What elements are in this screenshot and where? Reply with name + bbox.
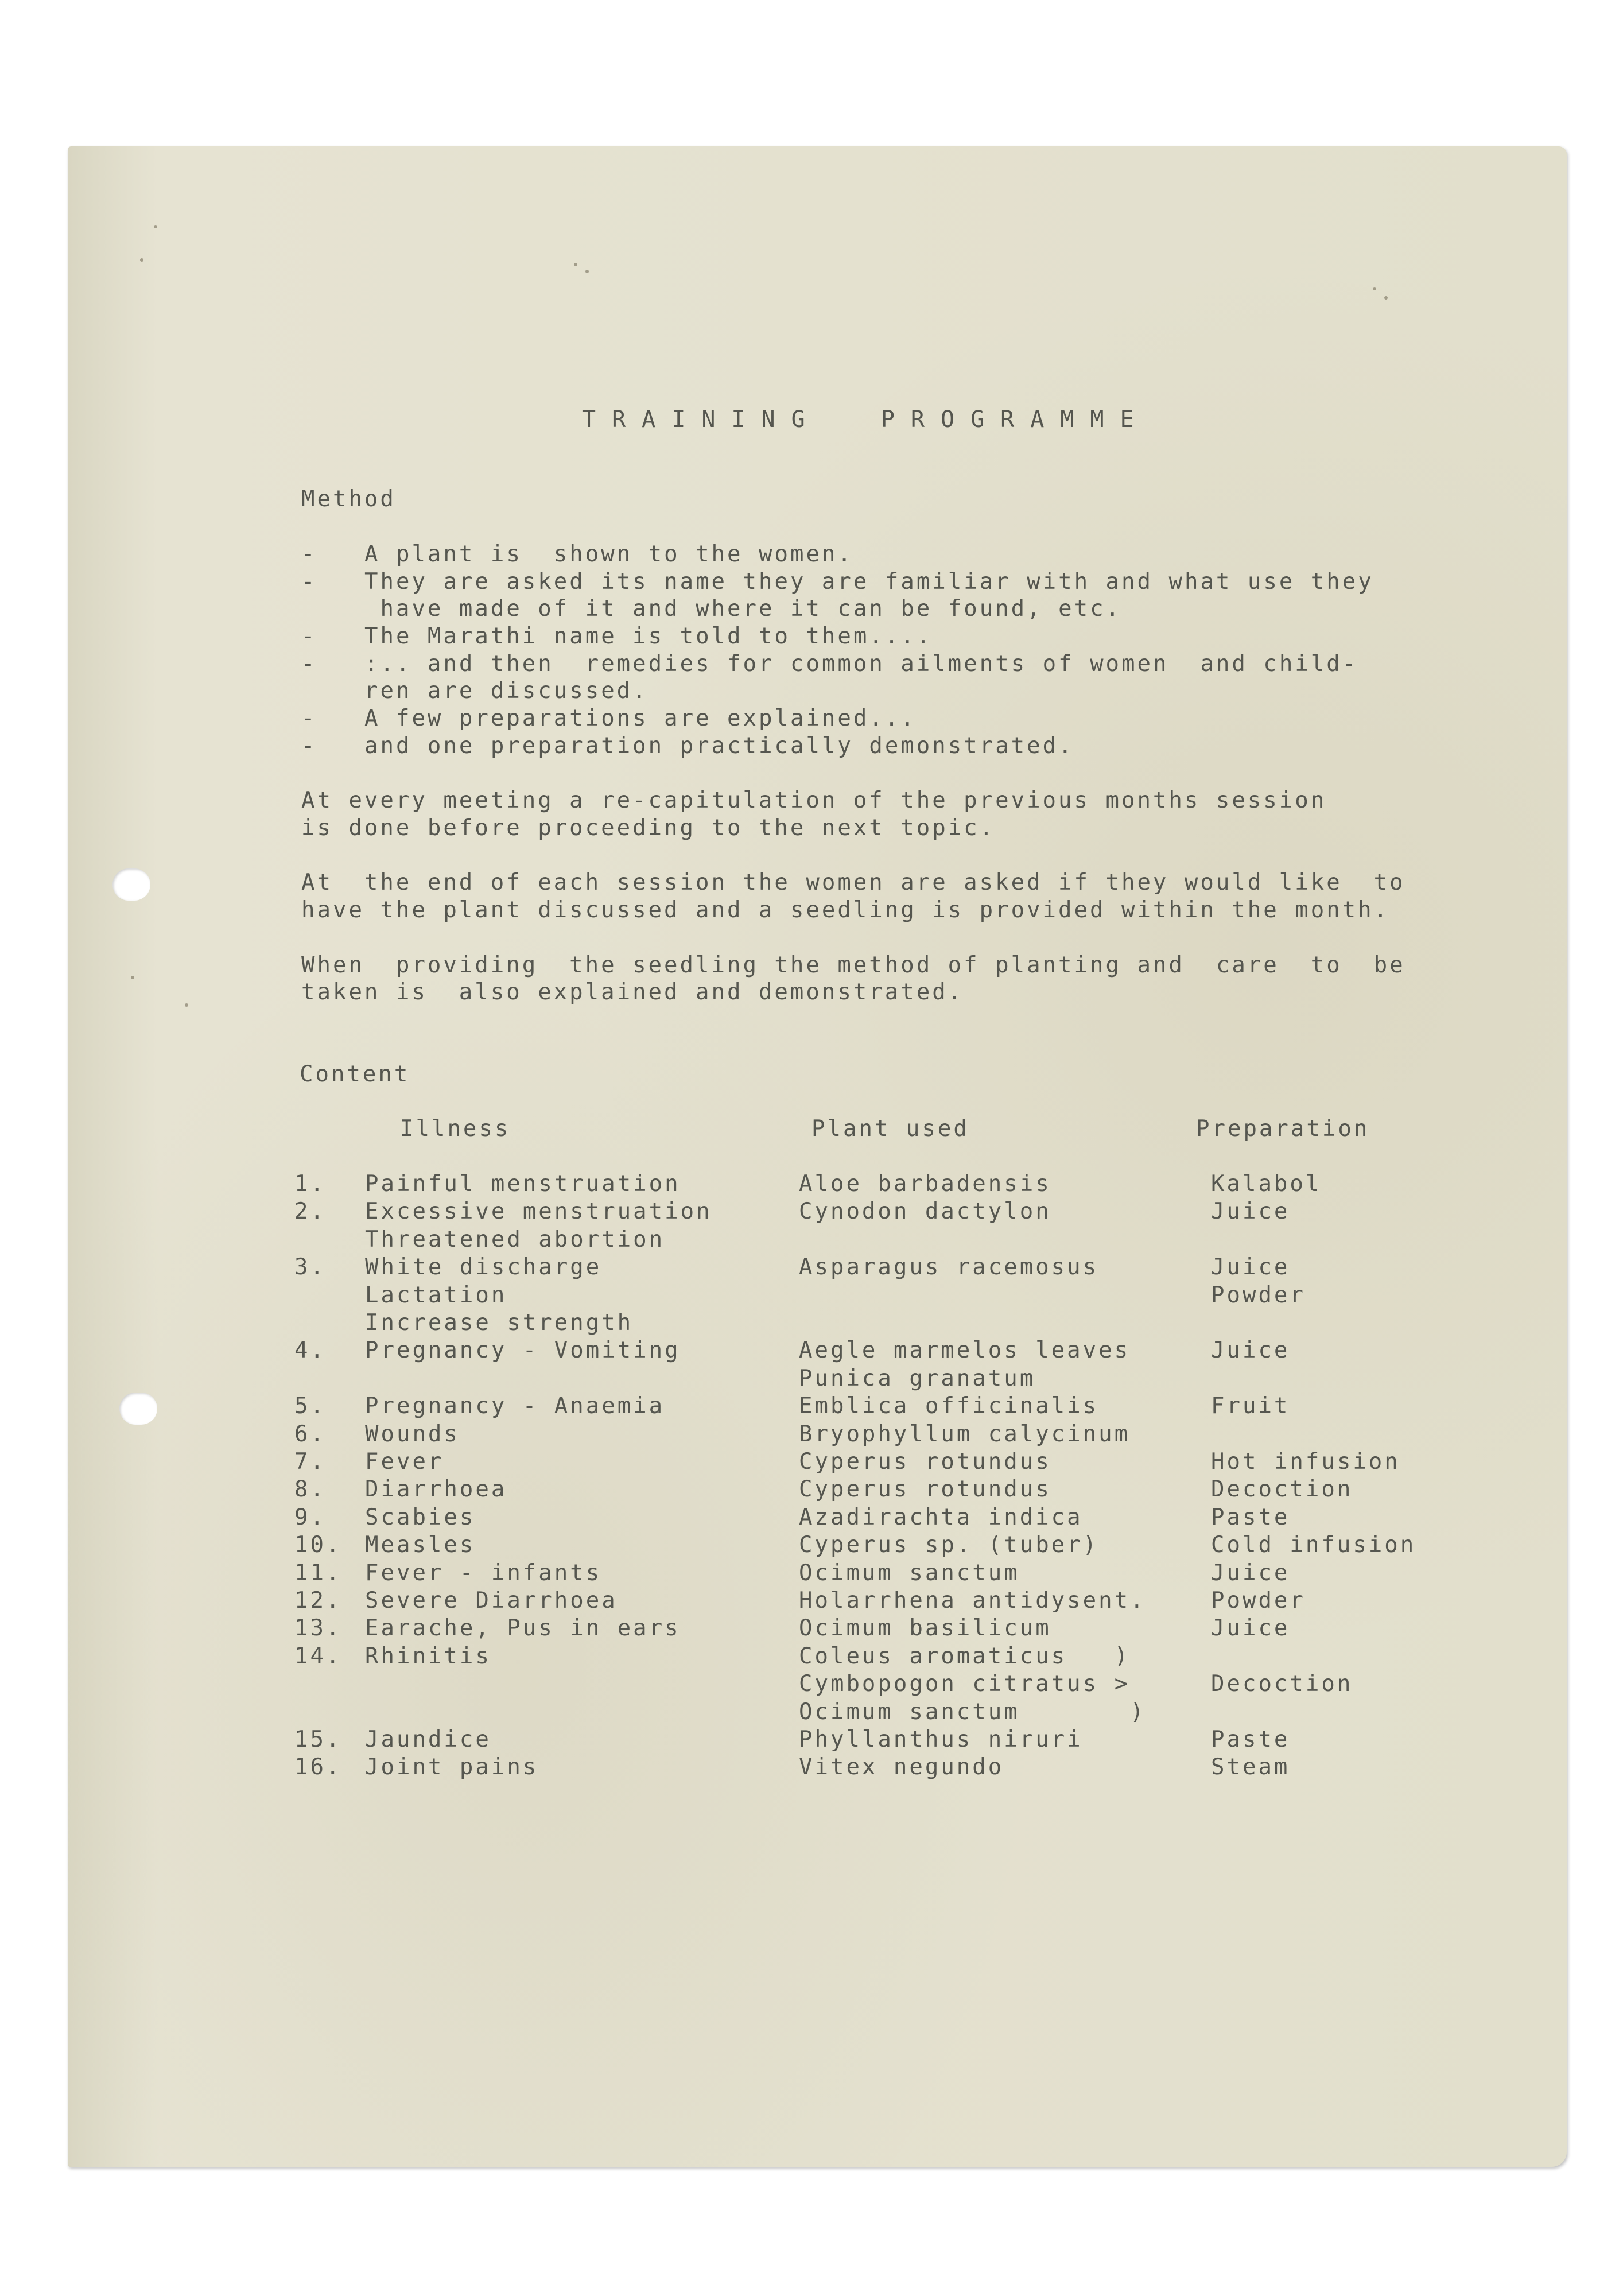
column-header-plant: Plant used xyxy=(812,1116,969,1142)
row-preparation: Kalabol xyxy=(1211,1171,1322,1197)
paper-speck xyxy=(1373,287,1376,290)
row-illness: Pregnancy - Anaemia xyxy=(365,1393,665,1419)
row-illness: Earache, Pus in ears xyxy=(365,1615,681,1641)
bullet-dash: - xyxy=(301,705,317,731)
row-plant: Ocimum sanctum ) xyxy=(799,1699,1146,1725)
row-number: 4. xyxy=(294,1337,326,1363)
row-preparation: Juice xyxy=(1211,1560,1290,1586)
row-plant: Emblica officinalis xyxy=(799,1393,1099,1419)
paper-speck xyxy=(574,263,577,266)
row-number: 10. xyxy=(294,1532,342,1558)
row-plant: Asparagus racemosus xyxy=(799,1254,1099,1280)
row-preparation: Cold infusion xyxy=(1211,1532,1416,1558)
row-number: 1. xyxy=(294,1171,326,1197)
method-item-6: and one preparation practically demonstrated. xyxy=(364,733,1074,759)
paragraph-line: have the plant discussed and a seedling is provided within the month. xyxy=(301,897,1390,923)
row-preparation: Juice xyxy=(1211,1337,1290,1363)
row-plant: Bryophyllum calycinum xyxy=(799,1421,1131,1447)
content-heading: Content xyxy=(300,1061,410,1087)
row-plant: Punica granatum xyxy=(799,1366,1036,1391)
row-plant: Cyperus rotundus xyxy=(799,1449,1051,1475)
row-illness: Severe Diarrhoea xyxy=(365,1588,618,1614)
row-preparation: Steam xyxy=(1211,1754,1290,1780)
row-plant: Aloe barbadensis xyxy=(799,1171,1051,1197)
row-preparation: Decoction xyxy=(1211,1671,1353,1697)
row-preparation: Powder xyxy=(1211,1282,1306,1308)
row-illness: Fever xyxy=(365,1449,444,1475)
row-number: 7. xyxy=(294,1449,326,1475)
row-illness: Scabies xyxy=(365,1504,476,1530)
method-item-2-cont: have made of it and where it can be found, etc. xyxy=(364,596,1122,622)
document-title: TRAINING PROGRAMME xyxy=(582,406,1150,433)
row-plant: Cyperus rotundus xyxy=(799,1476,1051,1502)
row-plant: Ocimum sanctum xyxy=(799,1560,1020,1586)
row-illness: Excessive menstruation xyxy=(365,1199,712,1224)
row-illness: Lactation xyxy=(365,1282,507,1308)
row-illness: Diarrhoea xyxy=(365,1476,507,1502)
row-number: 16. xyxy=(294,1754,342,1780)
paragraph-line: taken is also explained and demonstrated. xyxy=(301,979,964,1005)
bullet-dash: - xyxy=(301,733,317,759)
bullet-dash: - xyxy=(301,541,317,567)
row-number: 15. xyxy=(294,1727,342,1752)
method-item-2: They are asked its name they are familiar with and what use they xyxy=(364,569,1374,595)
row-preparation: Hot infusion xyxy=(1211,1449,1400,1475)
row-plant: Cyperus sp. (tuber) xyxy=(799,1532,1099,1558)
row-illness: Rhinitis xyxy=(365,1643,491,1669)
method-item-4-cont: ren are discussed. xyxy=(364,678,649,704)
row-number: 13. xyxy=(294,1615,342,1641)
row-number: 9. xyxy=(294,1504,326,1530)
column-header-preparation: Preparation xyxy=(1196,1116,1370,1142)
row-illness: Jaundice xyxy=(365,1727,491,1752)
row-illness: White discharge xyxy=(365,1254,602,1280)
paper-speck xyxy=(585,270,589,273)
row-number: 11. xyxy=(294,1560,342,1586)
row-preparation: Juice xyxy=(1211,1615,1290,1641)
paper-speck xyxy=(185,1003,188,1007)
row-plant: Cymbopogon citratus > xyxy=(799,1671,1131,1697)
paper-speck xyxy=(131,976,134,979)
row-preparation: Juice xyxy=(1211,1254,1290,1280)
bullet-dash: - xyxy=(301,651,317,677)
row-number: 6. xyxy=(294,1421,326,1447)
punch-hole-lower xyxy=(119,1393,157,1425)
paper-speck xyxy=(154,225,157,228)
row-preparation: Powder xyxy=(1211,1588,1306,1614)
bullet-dash: - xyxy=(301,623,317,649)
row-preparation: Juice xyxy=(1211,1199,1290,1224)
row-plant: Cynodon dactylon xyxy=(799,1199,1051,1224)
punch-hole-upper xyxy=(112,868,150,901)
method-item-1: A plant is shown to the women. xyxy=(364,541,853,567)
row-plant: Azadirachta indica xyxy=(799,1504,1083,1530)
row-illness: Increase strength xyxy=(365,1310,634,1336)
bullet-dash: - xyxy=(301,569,317,595)
paper-sheet xyxy=(68,146,1567,2167)
paragraph-line: When providing the seedling the method of planting and care to be xyxy=(301,952,1405,978)
row-illness: Wounds xyxy=(365,1421,460,1447)
row-preparation: Paste xyxy=(1211,1727,1290,1752)
row-number: 3. xyxy=(294,1254,326,1280)
method-item-4: :.. and then remedies for common ailments of women and child- xyxy=(364,651,1358,677)
row-plant: Aegle marmelos leaves xyxy=(799,1337,1131,1363)
row-number: 5. xyxy=(294,1393,326,1419)
row-illness: Threatened abortion xyxy=(365,1227,665,1252)
row-plant: Coleus aromaticus ) xyxy=(799,1643,1131,1669)
paper-speck xyxy=(1384,296,1388,300)
method-heading: Method xyxy=(301,486,396,512)
row-number: 12. xyxy=(294,1588,342,1614)
row-illness: Measles xyxy=(365,1532,476,1558)
paragraph-line: At the end of each session the women are asked if they would like to xyxy=(301,870,1405,895)
row-plant: Holarrhena antidysent. xyxy=(799,1588,1146,1614)
paragraph-line: At every meeting a re-capitulation of the previous months session xyxy=(301,788,1327,813)
method-item-3: The Marathi name is told to them.... xyxy=(364,623,933,649)
row-preparation: Fruit xyxy=(1211,1393,1290,1419)
paragraph-line: is done before proceeding to the next topic. xyxy=(301,815,996,841)
row-number: 8. xyxy=(294,1476,326,1502)
row-illness: Painful menstruation xyxy=(365,1171,681,1197)
row-preparation: Paste xyxy=(1211,1504,1290,1530)
column-header-illness: Illness xyxy=(400,1116,511,1142)
row-plant: Ocimum basilicum xyxy=(799,1615,1051,1641)
row-plant: Vitex negundo xyxy=(799,1754,1004,1780)
row-plant: Phyllanthus niruri xyxy=(799,1727,1083,1752)
row-number: 14. xyxy=(294,1643,342,1669)
row-illness: Joint pains xyxy=(365,1754,539,1780)
method-item-5: A few preparations are explained... xyxy=(364,705,917,731)
row-illness: Pregnancy - Vomiting xyxy=(365,1337,681,1363)
paper-speck xyxy=(140,258,143,262)
row-number: 2. xyxy=(294,1199,326,1224)
row-illness: Fever - infants xyxy=(365,1560,602,1586)
row-preparation: Decoction xyxy=(1211,1476,1353,1502)
